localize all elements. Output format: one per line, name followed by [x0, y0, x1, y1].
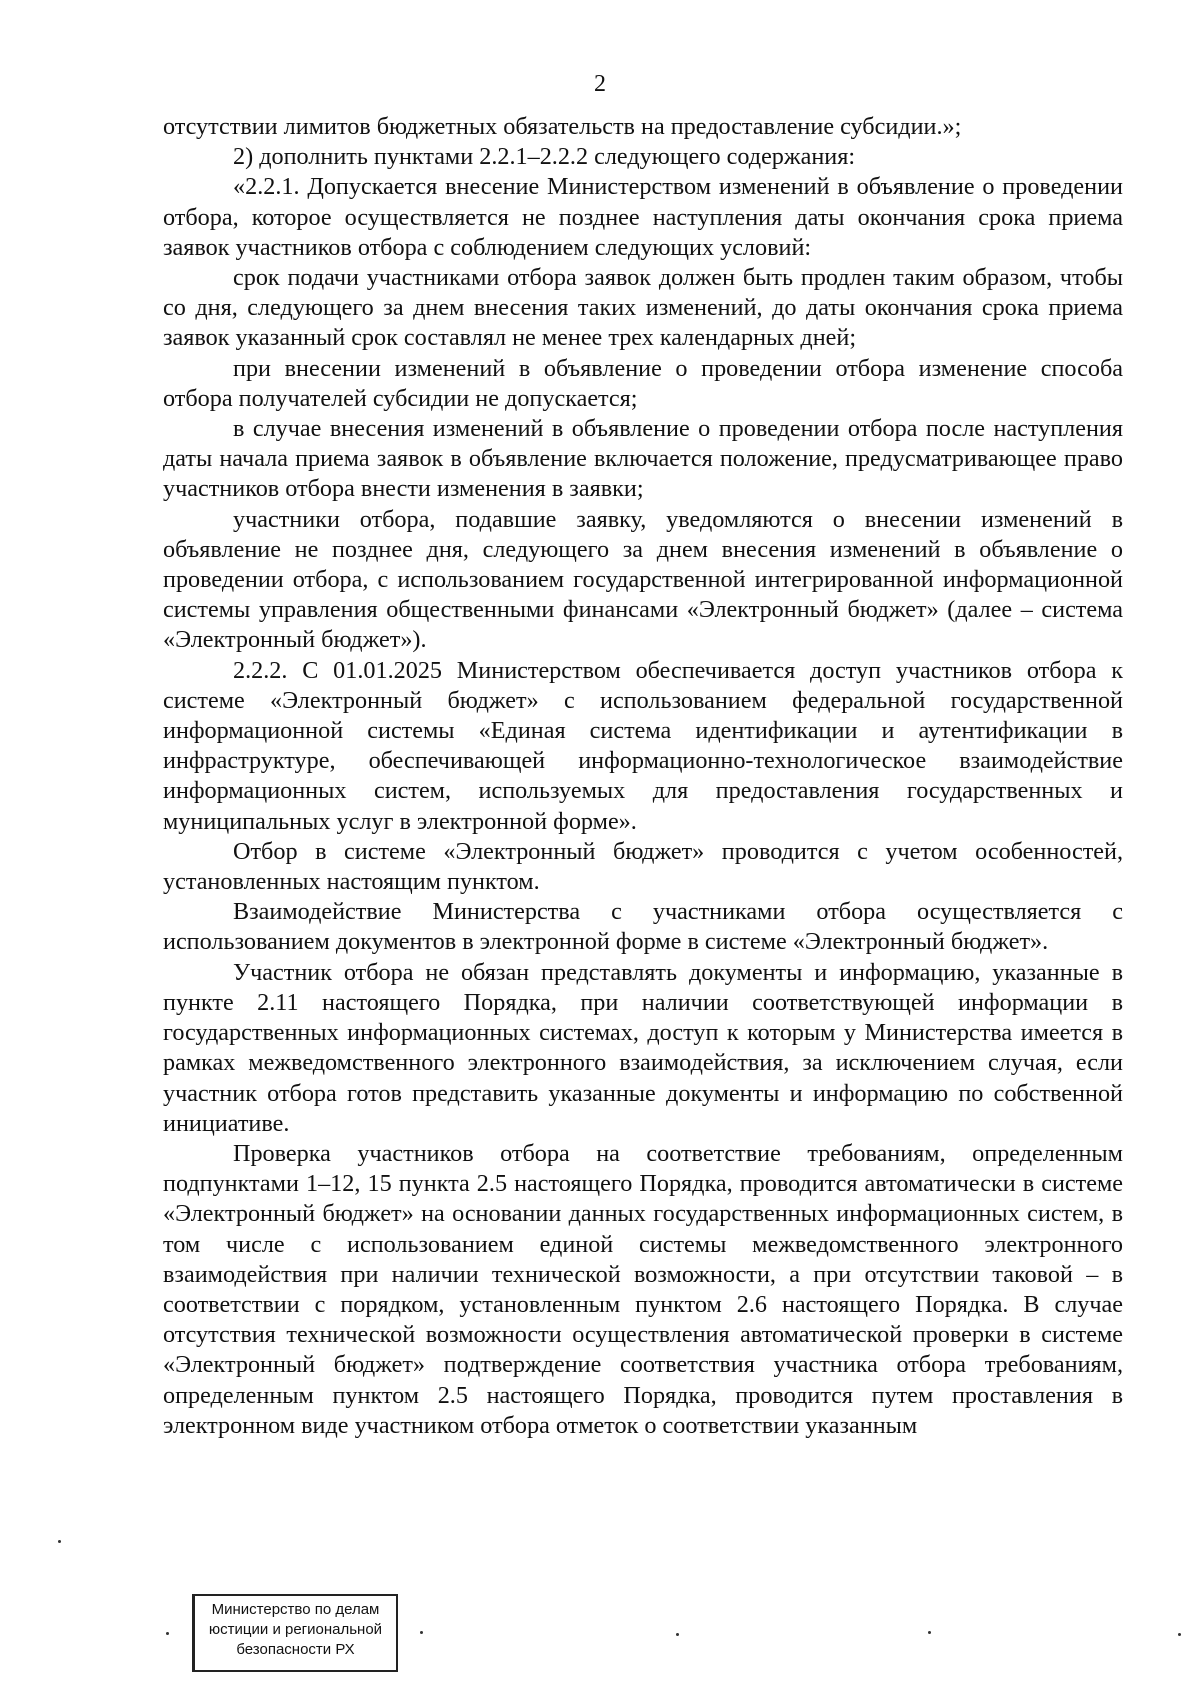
page-number: 2: [594, 71, 606, 97]
paragraph-12: Проверка участников отбора на соответствие требованиям, определенным подпунктами 1–12, 15 пункта 2.5 настоящего Порядка, проводится автоматически в системе «Электронный бюджет» на основании данных государственных информационных систем, в том числе с использованием единой системы межведомственного электронного взаимодействия при наличии технической возможности, а при отсутствии таковой – в соответствии с порядком, установленным пунктом 2.6 настоящего Порядка. В случае отсутствия технической возможности осуществления автоматической проверки в системе «Электронный бюджет» подтверждение соответствия участника отбора требованиям, определенным пунктом 2.5 настоящего Порядка, проводится путем проставления в электронном виде участником отбора отметок о соответствии указанным: [163, 1139, 1123, 1439]
paragraph-6: в случае внесения изменений в объявление о проведении отбора после наступления даты начала приема заявок в объявление включается положение, предусматривающее право участников отбора внести изменения в заявки;: [163, 415, 1123, 503]
speck-mark: [420, 1631, 423, 1634]
paragraph-8: 2.2.2. С 01.01.2025 Министерством обеспечивается доступ участников отбора к системе «Электронный бюджет» с использованием федеральной государственной информационной системы «Единая система идентификации и аутентификации в инфраструктуре, обеспечивающей информационно-технологическое взаимодействие информационных систем, используемых для предоставления государственных и муниципальных услуг в электронной форме».: [163, 656, 1123, 835]
speck-mark: [928, 1631, 931, 1634]
document-body: [163, 112, 1123, 1441]
paragraph-11: Участник отбора не обязан представлять документы и информацию, указанные в пункте 2.11 настоящего Порядка, при наличии соответствующей информации в государственных информационных системах, доступ к которым у Министерства имеется в рамках межведомственного электронного взаимодействия, за исключением случая, если участник отбора готов представить указанные документы и информацию по собственной инициативе.: [163, 958, 1123, 1137]
stamp-line-1: Министерство по делам: [211, 1601, 380, 1618]
paragraph-7: участники отбора, подавшие заявку, уведомляются о внесении изменений в объявление не позднее дня, следующего за днем внесения изменений в объявление о проведении отбора, с использованием государственной интегрированной информационной системы управления общественными финансами «Электронный бюджет» (далее – система «Электронный бюджет»).: [163, 505, 1123, 654]
speck-mark: [58, 1540, 61, 1543]
ministry-stamp: [192, 1594, 398, 1672]
paragraph-2: 2) дополнить пунктами 2.2.1–2.2.2 следующего содержания:: [233, 143, 856, 171]
stamp-line-2: юстиции и региональной: [208, 1621, 383, 1638]
paragraph-1: отсутствии лимитов бюджетных обязательств на предоставление субсидии.»;: [163, 113, 962, 140]
speck-mark: [1178, 1633, 1181, 1636]
paragraph-5: при внесении изменений в объявление о проведении отбора изменение способа отбора получателей субсидии не допускается;: [163, 354, 1123, 412]
paragraph-9: Отбор в системе «Электронный бюджет» проводится с учетом особенностей, установленных настоящим пунктом.: [163, 837, 1123, 896]
paragraph-10: Взаимодействие Министерства с участниками отбора осуществляется с использованием документов в электронной форме в системе «Электронный бюджет».: [163, 898, 1123, 956]
speck-mark: [166, 1632, 169, 1635]
paragraph-4: срок подачи участниками отбора заявок должен быть продлен таким образом, чтобы со дня, следующего за днем внесения таких изменений, до даты окончания срока приема заявок указанный срок составлял не менее трех календарных дней;: [163, 264, 1123, 352]
paragraph-3: «2.2.1. Допускается внесение Министерством изменений в объявление о проведении отбора, которое осуществляется не позднее наступления даты окончания срока приема заявок участников отбора с соблюдением следующих условий:: [163, 173, 1123, 261]
speck-mark: [676, 1633, 679, 1636]
stamp-line-3: безопасности РХ: [236, 1641, 355, 1658]
